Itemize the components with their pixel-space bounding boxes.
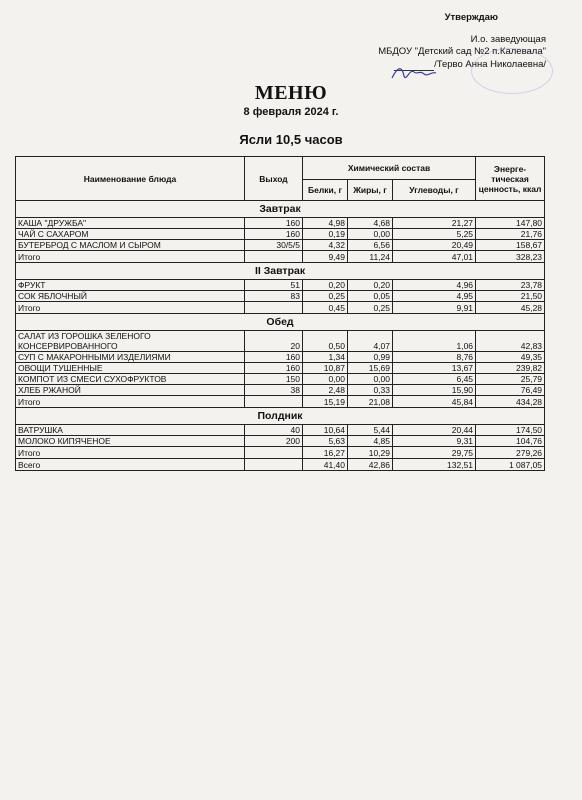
total-carbs: 47,01: [393, 251, 476, 263]
table-row: [16, 374, 545, 385]
document-date: 8 февраля 2024 г.: [243, 106, 339, 118]
grand-total-row: [16, 459, 545, 471]
total-fats: 10,29: [348, 447, 393, 459]
table-row: [16, 363, 545, 374]
dish-proteins: 0,25: [303, 291, 348, 302]
approval-organization: МБДОУ "Детский сад №2 п.Калевала": [378, 46, 546, 57]
grand-total-carbs: 132,51: [393, 459, 476, 471]
dish-yield: 40: [245, 425, 303, 436]
dish-kcal: 21,76: [476, 229, 545, 240]
total-row: [16, 447, 545, 459]
dish-proteins: 10,87: [303, 363, 348, 374]
total-proteins: 16,27: [303, 447, 348, 459]
dish-kcal: 239,82: [476, 363, 545, 374]
total-carbs: 45,84: [393, 396, 476, 408]
table-row: [16, 291, 545, 302]
dish-name: КАША "ДРУЖБА": [16, 218, 245, 229]
document-group: Ясли 10,5 часов: [239, 132, 343, 147]
approval-signatory: /Терво Анна Николаевна/: [434, 58, 546, 70]
total-row: [16, 302, 545, 314]
dish-carbs: 8,76: [393, 352, 476, 363]
dish-carbs: 6,45: [393, 374, 476, 385]
dish-name: ОВОЩИ ТУШЕННЫЕ: [16, 363, 245, 374]
table-row: [16, 436, 545, 447]
total-label: Итого: [16, 251, 245, 263]
dish-name: ВАТРУШКА: [16, 425, 245, 436]
total-carbs: 9,91: [393, 302, 476, 314]
grand-total-fats: 42,86: [348, 459, 393, 471]
grand-total-label: Всего: [16, 459, 245, 471]
dish-proteins: 4,32: [303, 240, 348, 251]
header-dish: Наименование блюда: [16, 157, 245, 201]
dish-proteins: 2,48: [303, 385, 348, 396]
document-title: МЕНЮ: [254, 82, 328, 104]
dish-carbs: 21,27: [393, 218, 476, 229]
grand-total-yield: [245, 459, 303, 471]
total-fats: 11,24: [348, 251, 393, 263]
approval-title: Утверждаю: [444, 12, 498, 23]
dish-fats: 0,20: [348, 280, 393, 291]
header-fats: Жиры, г: [348, 180, 393, 201]
header-energy: Энерге-тическая ценность, ккал: [476, 157, 545, 201]
dish-yield: 160: [245, 352, 303, 363]
table-row: [16, 240, 545, 251]
dish-yield: 160: [245, 229, 303, 240]
dish-fats: 4,85: [348, 436, 393, 447]
signature-line: [394, 70, 434, 71]
section-row: [16, 201, 545, 218]
dish-kcal: 174,50: [476, 425, 545, 436]
total-proteins: 9,49: [303, 251, 348, 263]
dish-name: МОЛОКО КИПЯЧЕНОЕ: [16, 436, 245, 447]
dish-kcal: 104,76: [476, 436, 545, 447]
dish-proteins: 5,63: [303, 436, 348, 447]
total-yield: [245, 396, 303, 408]
dish-carbs: 4,95: [393, 291, 476, 302]
dish-kcal: 21,50: [476, 291, 545, 302]
total-yield: [245, 251, 303, 263]
total-kcal: 45,28: [476, 302, 545, 314]
total-row: [16, 251, 545, 263]
header-carbs: Углеводы, г: [393, 180, 476, 201]
dish-carbs: 5,25: [393, 229, 476, 240]
dish-name: БУТЕРБРОД С МАСЛОМ И СЫРОМ: [16, 240, 245, 251]
total-fats: 0,25: [348, 302, 393, 314]
table-row: [16, 218, 545, 229]
section-title: Завтрак: [16, 201, 545, 218]
dish-proteins: 0,19: [303, 229, 348, 240]
grand-total-kcal: 1 087,05: [476, 459, 545, 471]
dish-fats: 4,68: [348, 218, 393, 229]
dish-proteins: 0,00: [303, 374, 348, 385]
section-row: [16, 314, 545, 331]
total-kcal: 434,28: [476, 396, 545, 408]
dish-kcal: 42,83: [476, 331, 545, 352]
signature-icon: [390, 62, 438, 84]
total-label: Итого: [16, 447, 245, 459]
total-yield: [245, 447, 303, 459]
dish-proteins: 10,64: [303, 425, 348, 436]
dish-fats: 5,44: [348, 425, 393, 436]
dish-name: ЧАЙ С САХАРОМ: [16, 229, 245, 240]
dish-name: САЛАТ ИЗ ГОРОШКА ЗЕЛЕНОГО КОНСЕРВИРОВАННОГО: [16, 331, 245, 352]
dish-fats: 0,33: [348, 385, 393, 396]
dish-kcal: 76,49: [476, 385, 545, 396]
dish-name: ХЛЕБ РЖАНОЙ: [16, 385, 245, 396]
dish-proteins: 0,20: [303, 280, 348, 291]
total-yield: [245, 302, 303, 314]
dish-name: ФРУКТ: [16, 280, 245, 291]
dish-carbs: 15,90: [393, 385, 476, 396]
dish-fats: 15,69: [348, 363, 393, 374]
dish-kcal: 25,79: [476, 374, 545, 385]
approval-position: И.о. заведующая: [470, 33, 546, 45]
menu-table: [15, 156, 545, 471]
dish-kcal: 147,80: [476, 218, 545, 229]
dish-fats: 0,05: [348, 291, 393, 302]
table-row: [16, 425, 545, 436]
dish-yield: 160: [245, 363, 303, 374]
section-row: [16, 263, 545, 280]
dish-carbs: 4,96: [393, 280, 476, 291]
dish-name: КОМПОТ ИЗ СМЕСИ СУХОФРУКТОВ: [16, 374, 245, 385]
dish-fats: 6,56: [348, 240, 393, 251]
dish-yield: 150: [245, 374, 303, 385]
dish-yield: 83: [245, 291, 303, 302]
total-carbs: 29,75: [393, 447, 476, 459]
section-row: [16, 408, 545, 425]
total-row: [16, 396, 545, 408]
total-proteins: 0,45: [303, 302, 348, 314]
dish-carbs: 9,31: [393, 436, 476, 447]
dish-yield: 38: [245, 385, 303, 396]
dish-carbs: 13,67: [393, 363, 476, 374]
dish-fats: 0,00: [348, 374, 393, 385]
total-label: Итого: [16, 302, 245, 314]
total-kcal: 328,23: [476, 251, 545, 263]
dish-yield: 20: [245, 331, 303, 352]
dish-fats: 0,00: [348, 229, 393, 240]
total-label: Итого: [16, 396, 245, 408]
section-title: II Завтрак: [16, 263, 545, 280]
dish-yield: 200: [245, 436, 303, 447]
menu-table-body: [16, 201, 545, 471]
dish-kcal: 23,78: [476, 280, 545, 291]
dish-name: СОК ЯБЛОЧНЫЙ: [16, 291, 245, 302]
total-kcal: 279,26: [476, 447, 545, 459]
dish-carbs: 20,49: [393, 240, 476, 251]
section-title: Обед: [16, 314, 545, 331]
dish-name: СУП С МАКАРОННЫМИ ИЗДЕЛИЯМИ: [16, 352, 245, 363]
grand-total-proteins: 41,40: [303, 459, 348, 471]
dish-carbs: 1,06: [393, 331, 476, 352]
table-row: [16, 352, 545, 363]
dish-carbs: 20,44: [393, 425, 476, 436]
header-chemical: Химический состав: [303, 157, 476, 180]
table-row: [16, 280, 545, 291]
dish-yield: 160: [245, 218, 303, 229]
dish-proteins: 4,98: [303, 218, 348, 229]
section-title: Полдник: [16, 408, 545, 425]
dish-proteins: 1,34: [303, 352, 348, 363]
total-fats: 21,08: [348, 396, 393, 408]
dish-fats: 4,07: [348, 331, 393, 352]
table-row: [16, 385, 545, 396]
dish-yield: 51: [245, 280, 303, 291]
dish-kcal: 158,67: [476, 240, 545, 251]
dish-kcal: 49,35: [476, 352, 545, 363]
dish-proteins: 0,50: [303, 331, 348, 352]
dish-fats: 0,99: [348, 352, 393, 363]
header-proteins: Белки, г: [303, 180, 348, 201]
total-proteins: 15,19: [303, 396, 348, 408]
table-row: [16, 229, 545, 240]
approval-block: [286, 12, 546, 71]
header-yield: Выход: [245, 157, 303, 201]
dish-yield: 30/5/5: [245, 240, 303, 251]
table-row: [16, 331, 545, 352]
